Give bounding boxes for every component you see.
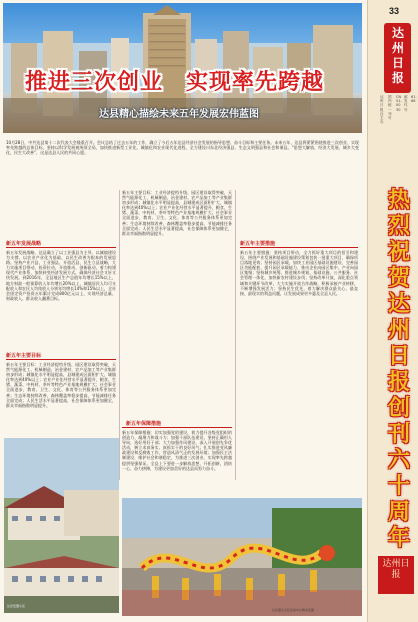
photo-caption-2: 达县嘉元文化活动中心舞龙表演 bbox=[272, 608, 315, 612]
section-heading-1: 新五年发展战略 bbox=[6, 241, 42, 247]
masthead-logo: 达州日报 bbox=[391, 26, 404, 85]
article-column-4: 新五年保障措施：切实加强党的建设，着力提升各级党组织的创造力、凝聚力和战斗力；加强干部队伍建设，坚持正确用人导向，选好用好干部；大力加强作风建设，深入开展创先争优活动，树立求真务实、真抓实干的良好风气；扎实推进党风廉政建设和反腐败工作，营造风清气正的发展环境；加强民主法制建设，维护社会和谐稳定，为推进三次创业、实现率先跨越提供坚强保证。全县上下要进一步解放思想、开拓创新，团结一心、奋力拼搏，为建设更加美好的达县而努力奋斗。 bbox=[122, 430, 232, 471]
article-column-3: 新五年主要措施：坚持项目带动，全力抓好重大项目的招引和建设，围绕产业发展和基础设施建设策划包装一批重大项目，确保项目落地见效；坚持园区承载，加快工业园区基础设施建设，完善园区功能配套，提升园区承载能力，推动企业向园区集中、产业向园区集聚；坚持城乡统筹，推进城乡规划、基础设施、公共服务、社会管理一体化，加快新农村建设步伐；坚持改革开放，深化重点领域和关键环节改革，大力实施开放合作战略，积极承接产业转移，不断增强发展活力；坚持民生优先，着力解决群众最关心、最直接、最现实的利益问题，让发展成果更多惠及全县人民。 bbox=[240, 250, 358, 296]
photo-caption-1: 达县安置小区 bbox=[7, 604, 26, 608]
hero-photo-banner bbox=[3, 3, 362, 133]
masthead-meta-3: CN51-0030 bbox=[396, 95, 402, 112]
dragon-dance-image bbox=[122, 498, 362, 616]
stamp-logo: 达州日报 bbox=[382, 559, 410, 580]
section-heading-2: 新五年主要目标 bbox=[6, 353, 42, 359]
masthead-meta-1: 达州日报社主办 bbox=[380, 95, 384, 125]
housing-photo bbox=[4, 438, 119, 613]
subheadline: 达县精心描绘未来五年发展宏伟蓝图 bbox=[99, 109, 259, 120]
article-column-2: 新五年主要目标：工业经济提档升级，园区建设取得突破，天然气能源化工、机械制造、冶金建材、农产品加工等产业集群初步形成；城镇化水平明显提高，县城建成区面积扩大，城镇化率达到40%以上；农业产业化经营水平显著提升，粮食、生猪、蔬菜、中药材、茶叶等特色产业基地规模扩大；社会事业全面进步，教育、卫生、文化、体育等公共服务体系更加完善；生态环境持续改善，森林覆盖率稳步提高，节能减排任务全面完成；人民生活水平显著提高，社会保障体系更加健全，群众幸福指数明显提升。 bbox=[122, 190, 232, 236]
divider bbox=[6, 247, 116, 248]
divider bbox=[240, 247, 358, 248]
masthead-meta-2: 国内统一刊号 bbox=[388, 95, 392, 121]
headline: 推进三次创业 实现率先跨越 bbox=[25, 70, 325, 95]
divider bbox=[122, 427, 232, 428]
column-divider bbox=[235, 190, 236, 480]
page-number: 33 bbox=[389, 6, 400, 16]
vertical-slogan: 热烈祝贺达州日报创刊六十周年 bbox=[387, 188, 410, 551]
intro-paragraph: 10月28日，中共达县第十二次代表大会隆重召开。会议总结了过去五年的工作，确立了今后五年达县经济社会发展的指导思想、奋斗目标和主要任务。未来五年，达县将紧紧围绕推进三次创业、实现率先跨越的总体目标，坚持以科学发展观统领全局，加快推进新型工业化、城镇化和农业现代化进程，全力建设川东北经济强县、生态文明强县和社会和谐县。“思想大解放、经济大发展、城乡大变化、民生大改善”，这是达县人民的共同心愿。 bbox=[6, 140, 359, 156]
section-heading-4: 新五年保障措施 bbox=[126, 421, 162, 427]
article-column-1: 新五年发展战略，达县确立了以工业强县为主导、以城镇建设为支撑、以农业产业化为基础、以民生改善为根本的发展思路。坚持产业兴县、工业强县、开放活县、民生立县战略，大力实施项目带动、投资拉动、开放推动、创新驱动，着力构建现代产业体系，加快转变经济发展方式，确保经济社会又好又快发展。到2016年，全县地区生产总值年均增长15%以上，地方财政一般预算收入年均增长20%以上，城镇居民人均可支配收入和农民人均纯收入分别年均增长14%和15%以上，全社会固定资产投资五年累计完成800亿元以上，实现经济总量、财政收入、群众收入翻番目标。 bbox=[6, 250, 116, 301]
housing-image bbox=[4, 438, 119, 613]
masthead-meta-4: 邮发代号 bbox=[404, 95, 408, 112]
divider bbox=[6, 359, 116, 360]
masthead-meta-5: 61-68 bbox=[411, 95, 417, 104]
article-column-1b: 新五年主要目标：工业经济提档升级，园区建设取得突破，天然气能源化工、机械制造、冶金建材、农产品加工等产业集群初步形成；城镇化水平明显提高，县城建成区面积扩大，城镇化率达到40%以上；农业产业化经营水平显著提升，粮食、生猪、蔬菜、中药材、茶叶等特色产业基地规模扩大；社会事业全面进步，教育、卫生、文化、体育等公共服务体系更加完善；生态环境持续改善，森林覆盖率稳步提高，节能减排任务全面完成；人民生活水平显著提高，社会保障体系更加健全，群众幸福指数明显提升。 bbox=[6, 362, 116, 408]
column-divider bbox=[119, 190, 120, 480]
section-heading-3: 新五年主要措施 bbox=[240, 241, 276, 247]
dragon-dance-photo bbox=[122, 498, 362, 616]
